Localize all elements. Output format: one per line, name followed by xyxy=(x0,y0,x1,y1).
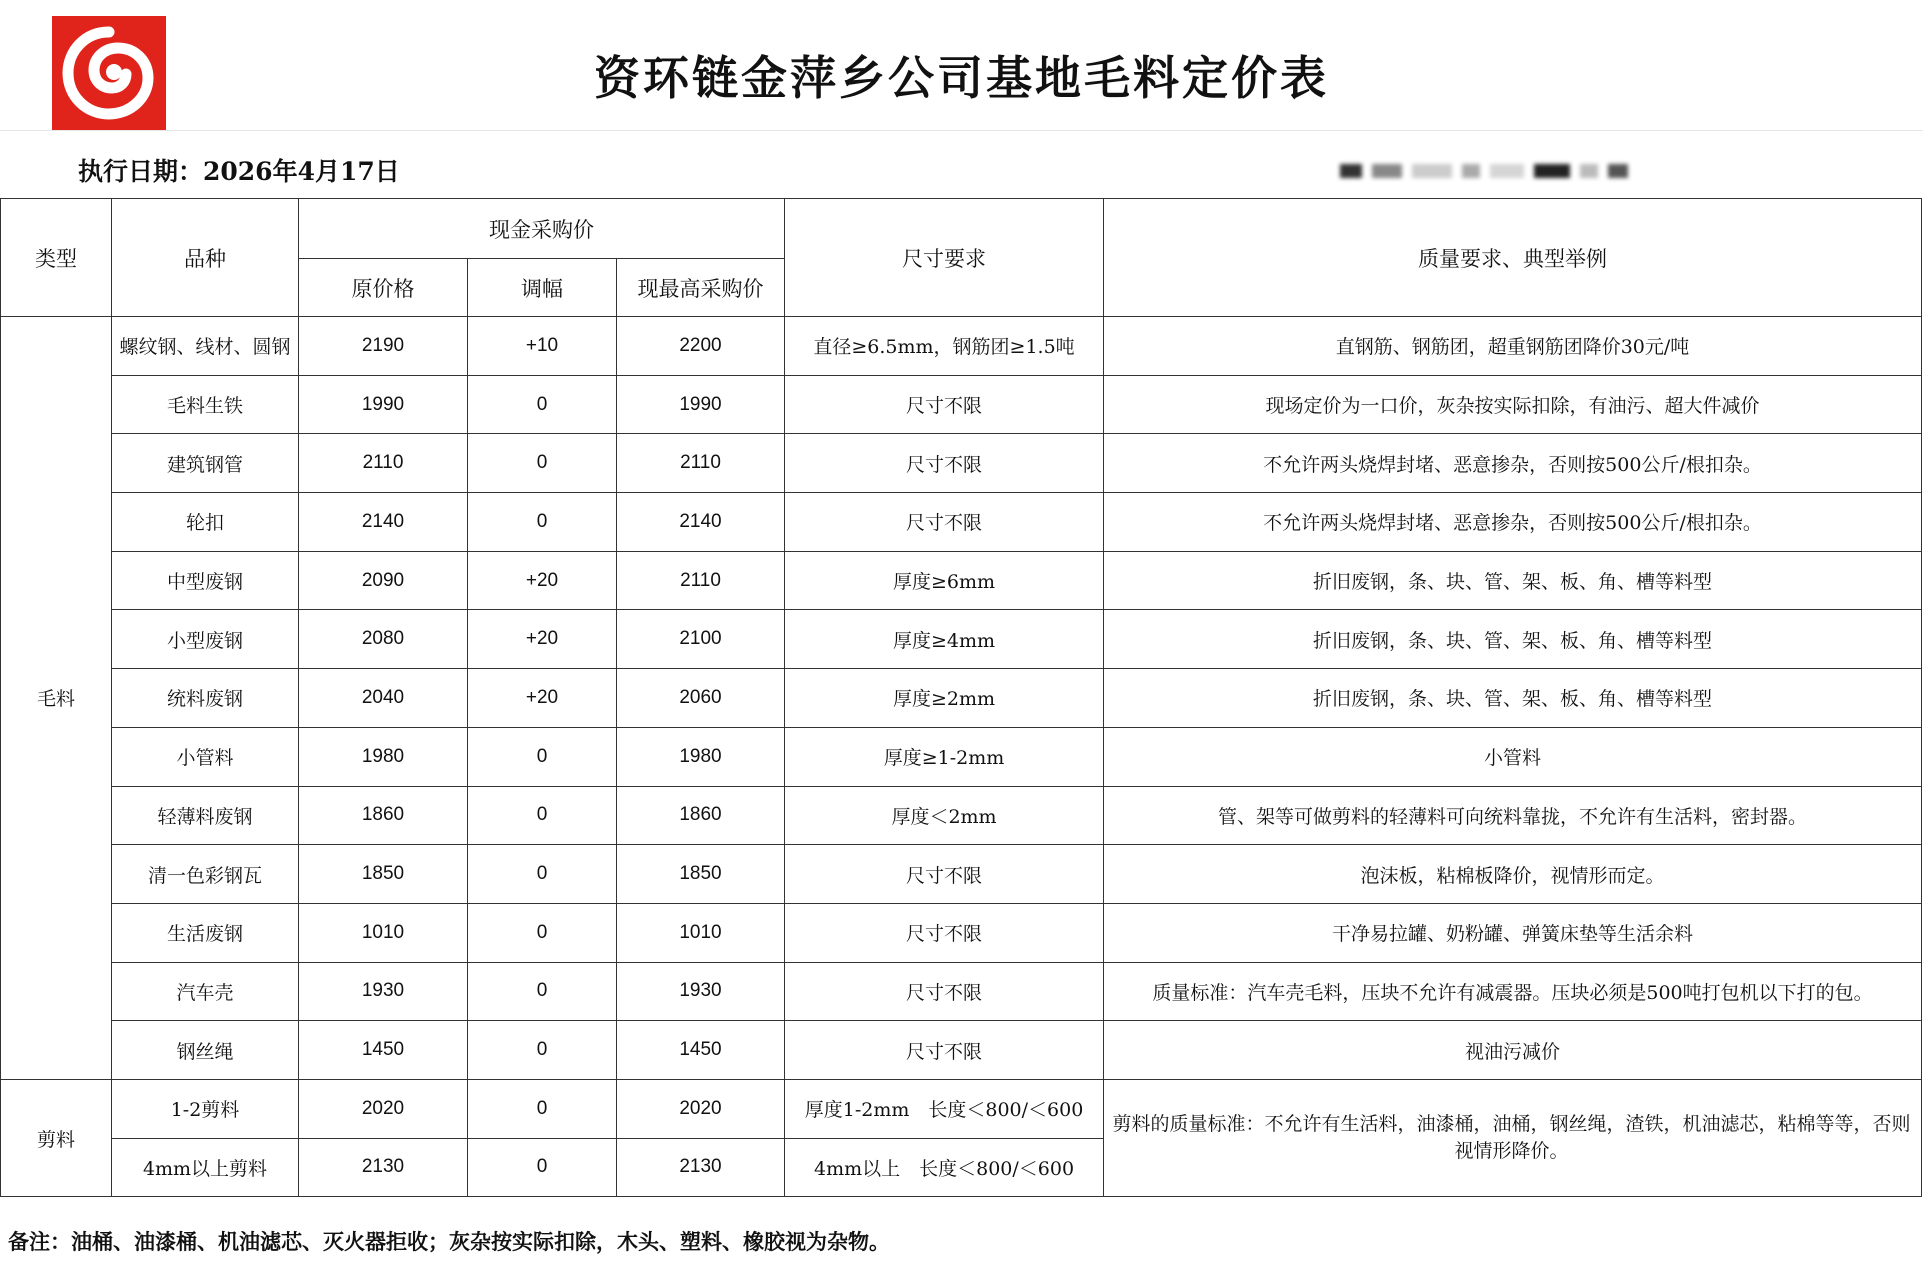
header-cash-price: 现金采购价 xyxy=(299,199,785,259)
cell-quality: 折旧废钢，条、块、管、架、板、角、槽等料型 xyxy=(1104,669,1922,728)
footer-remark: 备注：油桶、油漆桶、机油滤芯、灭火器拒收；灰杂按实际扣除，木头、塑料、橡胶视为杂物。 xyxy=(8,1229,890,1254)
cell-current-max: 1010 xyxy=(617,903,785,962)
cell-variety: 小型废钢 xyxy=(112,610,299,669)
cell-size: 尺寸不限 xyxy=(785,1021,1104,1080)
cell-current-max: 2200 xyxy=(617,317,785,376)
table-row xyxy=(1,845,1922,904)
cell-size: 厚度≥6mm xyxy=(785,551,1104,610)
cell-size: 4mm以上 长度＜800/＜600 xyxy=(785,1138,1104,1197)
cell-current-max: 2140 xyxy=(617,493,785,552)
header-type: 类型 xyxy=(1,199,112,317)
cell-original-price: 1980 xyxy=(299,727,468,786)
cell-quality: 小管料 xyxy=(1104,727,1922,786)
cell-original-price: 1010 xyxy=(299,903,468,962)
cell-adjustment: 0 xyxy=(468,1021,617,1080)
cell-variety: 汽车壳 xyxy=(112,962,299,1021)
table-row xyxy=(1,903,1922,962)
cell-variety: 钢丝绳 xyxy=(112,1021,299,1080)
cell-original-price: 1850 xyxy=(299,845,468,904)
redacted-info xyxy=(1340,160,1690,182)
cell-variety: 中型废钢 xyxy=(112,551,299,610)
cell-variety: 轮扣 xyxy=(112,493,299,552)
cell-current-max: 2100 xyxy=(617,610,785,669)
cell-original-price: 2190 xyxy=(299,317,468,376)
cell-quality: 直钢筋、钢筋团，超重钢筋团降价30元/吨 xyxy=(1104,317,1922,376)
cell-quality: 不允许两头烧焊封堵、恶意掺杂，否则按500公斤/根扣杂。 xyxy=(1104,434,1922,493)
table-row xyxy=(1,551,1922,610)
cell-size: 尺寸不限 xyxy=(785,962,1104,1021)
cell-variety: 清一色彩钢瓦 xyxy=(112,845,299,904)
header-current-max: 现最高采购价 xyxy=(617,259,785,317)
table-row xyxy=(1,1021,1922,1080)
table-row xyxy=(1,1079,1922,1138)
cell-current-max: 2060 xyxy=(617,669,785,728)
header-size: 尺寸要求 xyxy=(785,199,1104,317)
table-row xyxy=(1,375,1922,434)
cell-quality: 折旧废钢，条、块、管、架、板、角、槽等料型 xyxy=(1104,551,1922,610)
cell-size: 直径≥6.5mm，钢筋团≥1.5吨 xyxy=(785,317,1104,376)
cell-type: 剪料 xyxy=(1,1079,112,1196)
cell-type: 毛料 xyxy=(1,317,112,1080)
cell-adjustment: 0 xyxy=(468,434,617,493)
cell-size: 厚度1-2mm 长度＜800/＜600 xyxy=(785,1079,1104,1138)
cell-current-max: 1850 xyxy=(617,845,785,904)
cell-original-price: 2020 xyxy=(299,1079,468,1138)
cell-variety: 统料废钢 xyxy=(112,669,299,728)
cell-size: 厚度＜2mm xyxy=(785,786,1104,845)
cell-current-max: 2110 xyxy=(617,434,785,493)
table-row xyxy=(1,786,1922,845)
cell-size: 厚度≥1-2mm xyxy=(785,727,1104,786)
table-row xyxy=(1,727,1922,786)
page-title: 资环链金萍乡公司基地毛料定价表 xyxy=(594,51,1329,105)
price-table xyxy=(0,198,1922,1197)
cell-quality: 干净易拉罐、奶粉罐、弹簧床垫等生活余料 xyxy=(1104,903,1922,962)
cell-current-max: 1450 xyxy=(617,1021,785,1080)
header xyxy=(0,0,1923,131)
cell-adjustment: 0 xyxy=(468,375,617,434)
table-row xyxy=(1,610,1922,669)
cell-current-max: 1930 xyxy=(617,962,785,1021)
cell-size: 尺寸不限 xyxy=(785,375,1104,434)
cell-variety: 轻薄料废钢 xyxy=(112,786,299,845)
cell-size: 厚度≥2mm xyxy=(785,669,1104,728)
cell-current-max: 1990 xyxy=(617,375,785,434)
cell-quality: 泡沫板，粘棉板降价，视情形而定。 xyxy=(1104,845,1922,904)
cell-original-price: 1450 xyxy=(299,1021,468,1080)
execution-date: 执行日期：2026年4月17日 xyxy=(78,157,400,186)
cell-original-price: 2130 xyxy=(299,1138,468,1197)
table-row xyxy=(1,434,1922,493)
cell-original-price: 1990 xyxy=(299,375,468,434)
cell-variety: 建筑钢管 xyxy=(112,434,299,493)
cell-variety: 1-2剪料 xyxy=(112,1079,299,1138)
cell-quality: 质量标准：汽车壳毛料，压块不允许有减震器。压块必须是500吨打包机以下打的包。 xyxy=(1104,962,1922,1021)
table-body xyxy=(1,317,1922,1197)
cell-current-max: 2110 xyxy=(617,551,785,610)
cell-adjustment: +20 xyxy=(468,669,617,728)
cell-original-price: 1860 xyxy=(299,786,468,845)
cell-size: 尺寸不限 xyxy=(785,493,1104,552)
cell-variety: 螺纹钢、线材、圆钢 xyxy=(112,317,299,376)
cell-adjustment: 0 xyxy=(468,1079,617,1138)
cell-current-max: 2020 xyxy=(617,1079,785,1138)
header-quality: 质量要求、典型举例 xyxy=(1104,199,1922,317)
cell-variety: 生活废钢 xyxy=(112,903,299,962)
cell-quality: 折旧废钢，条、块、管、架、板、角、槽等料型 xyxy=(1104,610,1922,669)
cell-current-max: 2130 xyxy=(617,1138,785,1197)
cell-variety: 4mm以上剪料 xyxy=(112,1138,299,1197)
cell-size: 尺寸不限 xyxy=(785,434,1104,493)
cell-original-price: 2080 xyxy=(299,610,468,669)
cell-adjustment: 0 xyxy=(468,493,617,552)
cell-size: 尺寸不限 xyxy=(785,903,1104,962)
cell-adjustment: 0 xyxy=(468,727,617,786)
cell-adjustment: +20 xyxy=(468,610,617,669)
table-row xyxy=(1,493,1922,552)
cell-quality: 管、架等可做剪料的轻薄料可向统料靠拢，不允许有生活料，密封器。 xyxy=(1104,786,1922,845)
header-original-price: 原价格 xyxy=(299,259,468,317)
header-adjustment: 调幅 xyxy=(468,259,617,317)
cell-adjustment: 0 xyxy=(468,845,617,904)
cell-quality: 视油污减价 xyxy=(1104,1021,1922,1080)
cell-original-price: 2040 xyxy=(299,669,468,728)
table-row xyxy=(1,962,1922,1021)
cell-original-price: 2090 xyxy=(299,551,468,610)
cell-quality: 不允许两头烧焊封堵、恶意掺杂，否则按500公斤/根扣杂。 xyxy=(1104,493,1922,552)
cell-adjustment: +20 xyxy=(468,551,617,610)
cell-adjustment: 0 xyxy=(468,903,617,962)
cell-current-max: 1860 xyxy=(617,786,785,845)
cell-original-price: 2110 xyxy=(299,434,468,493)
cell-adjustment: 0 xyxy=(468,786,617,845)
cell-variety: 小管料 xyxy=(112,727,299,786)
cell-original-price: 2140 xyxy=(299,493,468,552)
cell-quality: 剪料的质量标准：不允许有生活料，油漆桶，油桶，钢丝绳，渣铁，机油滤芯，粘棉等等，否则视情形降价。 xyxy=(1104,1079,1922,1196)
cell-size: 厚度≥4mm xyxy=(785,610,1104,669)
table-row xyxy=(1,669,1922,728)
cell-adjustment: 0 xyxy=(468,962,617,1021)
cell-adjustment: +10 xyxy=(468,317,617,376)
cell-size: 尺寸不限 xyxy=(785,845,1104,904)
cell-quality: 现场定价为一口价，灰杂按实际扣除，有油污、超大件减价 xyxy=(1104,375,1922,434)
cell-current-max: 1980 xyxy=(617,727,785,786)
cell-adjustment: 0 xyxy=(468,1138,617,1197)
table-row xyxy=(1,317,1922,376)
cell-original-price: 1930 xyxy=(299,962,468,1021)
cell-variety: 毛料生铁 xyxy=(112,375,299,434)
header-variety: 品种 xyxy=(112,199,299,317)
